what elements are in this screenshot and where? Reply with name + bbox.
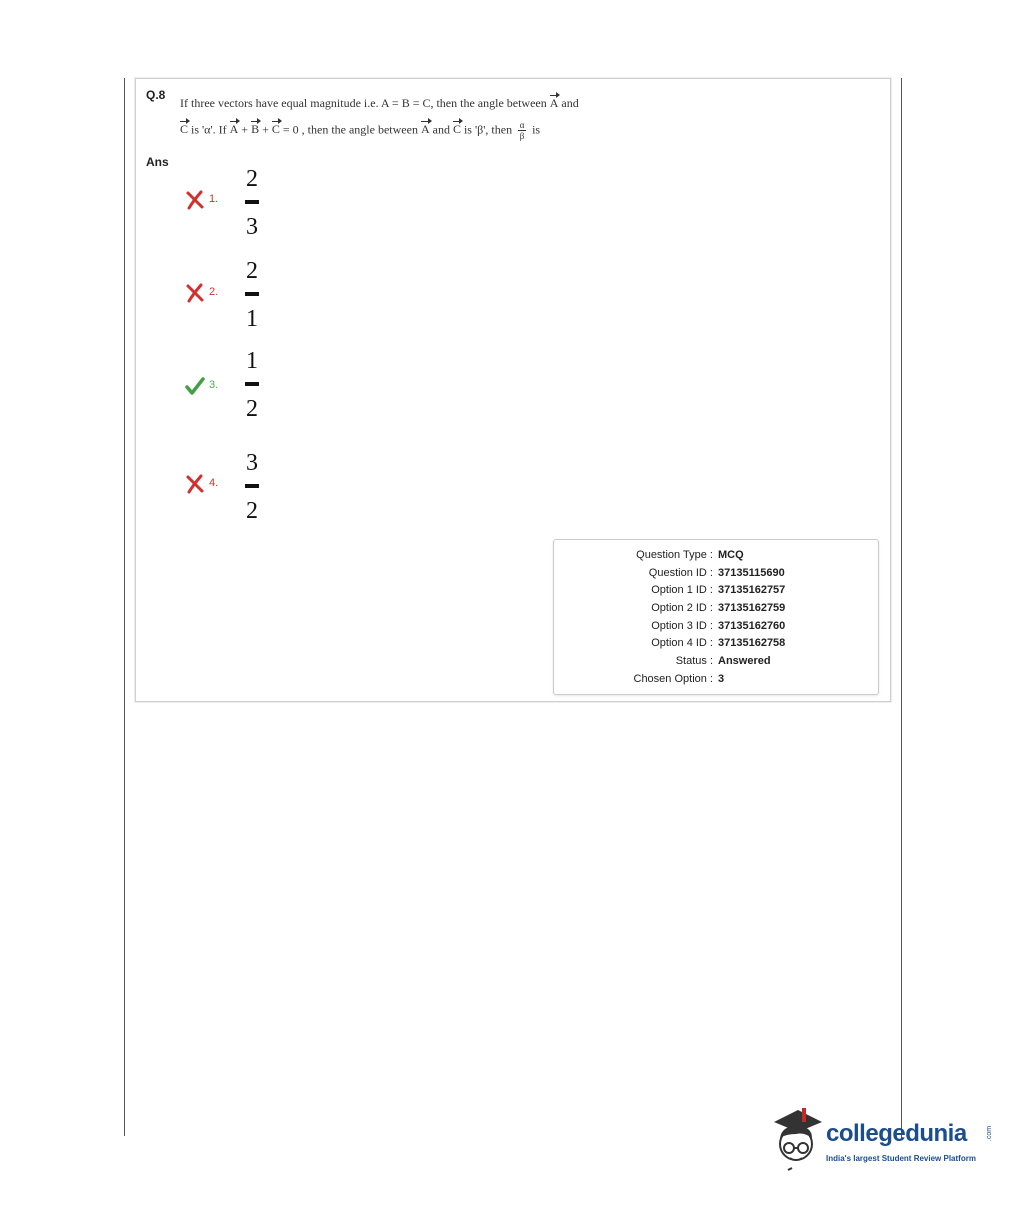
- option-2-fraction: [240, 258, 264, 332]
- vector-c: C: [452, 122, 461, 137]
- denominator: 1: [246, 306, 258, 332]
- option-4-fraction: [240, 450, 264, 524]
- info-value: MCQ: [718, 549, 744, 561]
- info-value: 37135162760: [718, 620, 786, 632]
- brand-suffix: .com: [986, 1125, 994, 1142]
- numerator: 2: [246, 166, 258, 192]
- info-label: Option 4 ID :: [651, 637, 713, 649]
- numerator: 1: [246, 348, 258, 374]
- question-info-box: [553, 539, 879, 695]
- brand-tagline: India's largest Student Review Platform: [826, 1154, 976, 1163]
- q2-part-5: is: [532, 122, 541, 137]
- info-row-question-id: [554, 567, 878, 585]
- info-row-question-type: [554, 549, 878, 567]
- option-number: 4.: [209, 477, 219, 489]
- denominator: 2: [246, 498, 258, 524]
- question-text-line-1: [180, 96, 579, 111]
- beta: β: [519, 131, 525, 141]
- info-value: 37135162759: [718, 602, 786, 614]
- numerator: 2: [246, 258, 258, 284]
- denominator: 3: [246, 214, 258, 240]
- info-row-option-4-id: [554, 637, 878, 655]
- plus-sign: +: [262, 122, 269, 137]
- left-margin-line: [124, 78, 125, 1136]
- info-value: 37135162757: [718, 584, 786, 596]
- info-row-chosen-option: [554, 673, 878, 691]
- info-label: Chosen Option :: [633, 673, 713, 685]
- plus-sign: +: [241, 122, 249, 137]
- question-number: Q.8: [146, 88, 166, 102]
- right-margin-line: [901, 78, 902, 1140]
- info-row-option-1-id: [554, 584, 878, 602]
- q2-part-1: is 'α'. If: [191, 122, 227, 137]
- answer-label: Ans: [146, 155, 169, 169]
- vector-a: A: [229, 122, 239, 137]
- vector-a: A: [549, 96, 559, 110]
- info-label: Status :: [675, 655, 713, 667]
- vector-c: C: [180, 122, 189, 137]
- info-row-option-2-id: [554, 602, 878, 620]
- q2-part-4: is 'β', then: [463, 122, 513, 137]
- info-value: 37135162758: [718, 637, 786, 649]
- info-label: Question ID :: [648, 567, 713, 579]
- info-label: Option 3 ID :: [651, 620, 713, 632]
- denominator: 2: [246, 396, 258, 422]
- question-text-line-2: [180, 120, 540, 141]
- info-value: 37135115690: [718, 567, 785, 579]
- wrong-mark-icon: [185, 474, 205, 494]
- vector-b: B: [251, 122, 260, 137]
- alpha-over-beta: [518, 120, 526, 141]
- q2-part-2: = 0 , then the angle between: [282, 122, 418, 137]
- info-value: 3: [718, 673, 725, 685]
- q1-part-1: If three vectors have equal magnitude i.e. A = B = C, then the angle between: [180, 96, 547, 110]
- option-number: 3.: [209, 379, 219, 391]
- numerator: 3: [246, 450, 258, 476]
- q1-part-2: and: [561, 96, 579, 110]
- info-value: Answered: [718, 655, 771, 667]
- vector-c: C: [271, 122, 280, 137]
- info-row-status: [554, 655, 878, 673]
- info-label: Question Type :: [636, 549, 713, 561]
- option-number: 2.: [209, 286, 219, 298]
- option-3-fraction: [240, 348, 264, 422]
- info-label: Option 2 ID :: [651, 602, 713, 614]
- brand-name: collegedunia: [826, 1120, 967, 1147]
- mascot-icon: [768, 1104, 824, 1174]
- q2-part-3: and: [432, 122, 450, 137]
- alpha: α: [519, 120, 525, 130]
- vector-a: A: [420, 122, 430, 137]
- check-mark-icon: [185, 376, 205, 396]
- wrong-mark-icon: [185, 190, 205, 210]
- wrong-mark-icon: [185, 283, 205, 303]
- info-row-option-3-id: [554, 620, 878, 638]
- option-number: 1.: [209, 193, 219, 205]
- info-label: Option 1 ID :: [651, 584, 713, 596]
- option-1-fraction: [240, 166, 264, 240]
- collegedunia-logo[interactable]: [768, 1104, 993, 1174]
